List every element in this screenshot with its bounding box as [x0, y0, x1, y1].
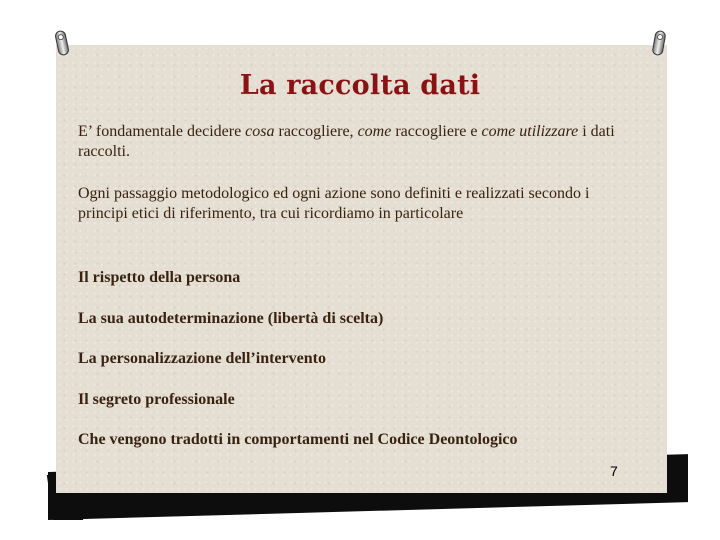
intro-emphasis-come-utilizzare: come utilizzare [481, 123, 579, 140]
slide-title: La raccolta dati [239, 70, 481, 101]
principle-item: Il segreto professionale [78, 391, 235, 408]
principles-paragraph: Ogni passaggio metodologico ed ogni azione sono definiti e realizzati secondo i principi etici di riferimento, tra cui ricordiamo in particolare [78, 185, 590, 222]
intro-text-part: E’ fondamentale decidere [78, 123, 246, 140]
principle-item: Il rispetto della persona [78, 269, 241, 286]
pushpin-left-icon [54, 30, 70, 56]
principle-item: Che vengono tradotti in comportamenti nel Codice Deontologico [78, 431, 518, 448]
intro-text-part: i dati raccolti. [78, 123, 615, 160]
principle-item: La sua autodeterminazione (libertà di scelta) [78, 310, 384, 327]
slide-body [78, 122, 618, 448]
page-number: 7 [610, 463, 618, 479]
intro-text-part: raccogliere e [391, 123, 482, 140]
intro-emphasis-come: come [357, 123, 392, 140]
intro-emphasis-cosa: cosa [245, 123, 275, 140]
intro-paragraph [78, 122, 618, 162]
pushpin-right-icon [651, 30, 667, 56]
principle-item: La personalizzazione dell’intervento [78, 350, 326, 367]
intro-text-part: raccogliere, [274, 123, 358, 140]
